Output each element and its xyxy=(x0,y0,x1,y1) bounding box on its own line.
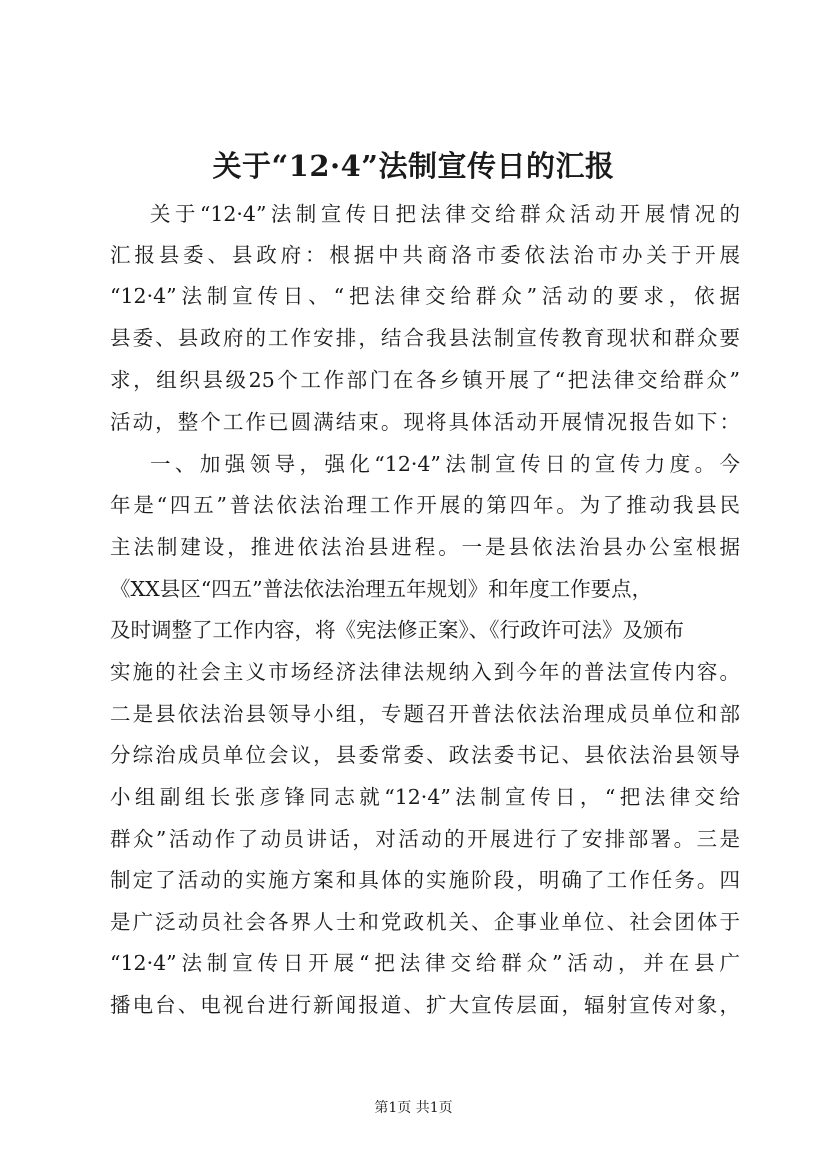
body-line: 汇报县委、县政府：根据中共商洛市委依法治市办关于开展 xyxy=(110,243,740,267)
body-line: 实施的社会主义市场经济法律法规纳入到今年的普法宣传内容。 xyxy=(110,660,740,684)
page-number-footer: 第1页 共1页 xyxy=(374,1100,453,1116)
document-title: 关于“12·4”法制宣传日的汇报 xyxy=(212,149,615,183)
body-line: 县委、县政府的工作安排，结合我县法制宣传教育现状和群众要 xyxy=(110,326,740,350)
body-line: 制定了活动的实施方案和具体的实施阶段，明确了工作任务。四 xyxy=(110,868,740,892)
body-line: 年是“四五”普法依法治理工作开展的第四年。为了推动我县民 xyxy=(110,493,740,517)
body-line: “12·4”法制宣传日开展“把法律交给群众”活动，并在县广 xyxy=(110,951,740,975)
body-line: 小组副组长张彦锋同志就“12·4”法制宣传日，“把法律交给 xyxy=(110,785,740,809)
body-line: 主法制建设，推进依法治县进程。一是县依法治县办公室根据 xyxy=(110,535,740,559)
body-line: 群众”活动作了动员讲话，对活动的开展进行了安排部署。三是 xyxy=(110,827,740,851)
body-line: 二是县依法治县领导小组，专题召开普法依法治理成员单位和部 xyxy=(110,702,740,726)
body-line: 《XX县区“四五”普法依法治理五年规划》和年度工作要点， xyxy=(110,577,653,601)
body-line: 及时调整了工作内容，将《宪法修正案》、《行政许可法》及颁布 xyxy=(110,618,684,642)
body-line: “12·4”法制宣传日、“把法律交给群众”活动的要求，依据 xyxy=(110,284,740,308)
body-line: 求，组织县级25个工作部门在各乡镇开展了“把法律交给群众” xyxy=(110,368,740,392)
body-line: 活动，整个工作已圆满结束。现将具体活动开展情况报告如下： xyxy=(110,410,740,434)
body-line: 是广泛动员社会各界人士和党政机关、企事业单位、社会团体于 xyxy=(110,910,740,934)
body-line: 一、加强领导，强化“12·4”法制宣传日的宣传力度。今 xyxy=(150,452,740,476)
body-line: 分综治成员单位会议，县委常委、政法委书记、县依法治县领导 xyxy=(110,743,740,767)
body-line: 播电台、电视台进行新闻报道、扩大宣传层面，辐射宣传对象， xyxy=(110,993,740,1017)
body-line: 关于“12·4”法制宣传日把法律交给群众活动开展情况的 xyxy=(150,202,740,226)
